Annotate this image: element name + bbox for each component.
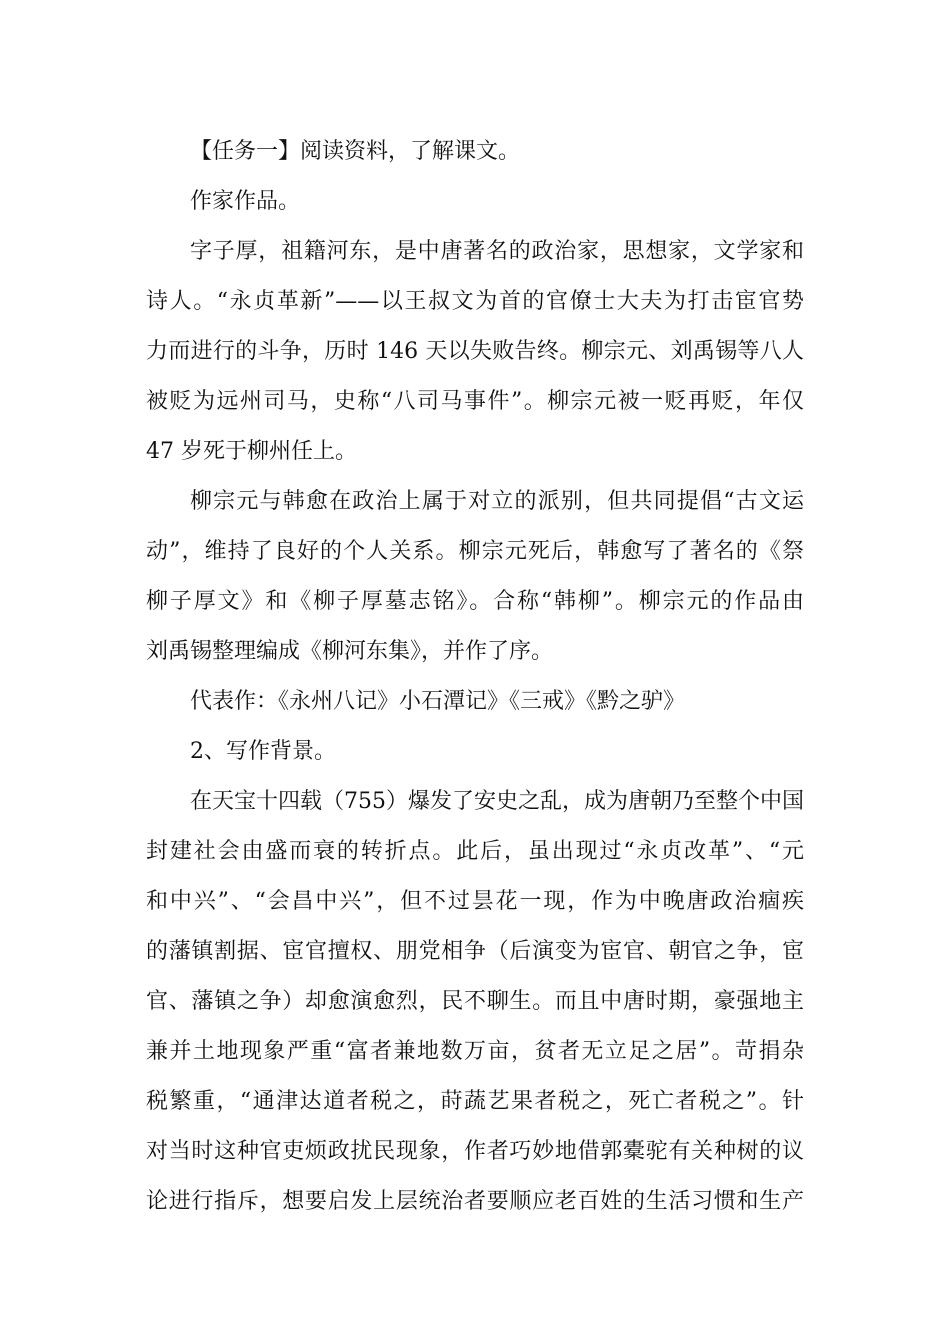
representative-works: 代表作：《永州八记》小石潭记》《三戒》《黔之驴》 bbox=[190, 689, 686, 714]
paragraph-line: 诗人。“永贞革新”——以王叔文为首的官僚士大夫为打击宦官势 bbox=[146, 289, 804, 314]
section-writing-background: 2、写作背景。 bbox=[190, 739, 336, 764]
paragraph-line: 税繁重，“通津达道者税之，莳蔬艺果者税之，死亡者税之”。针 bbox=[146, 1089, 804, 1114]
paragraph-line: 力而进行的斗争，历时 146 天以失败告终。柳宗元、刘禹锡等八人 bbox=[146, 339, 804, 364]
paragraph-line: 被贬为远州司马，史称“八司马事件”。柳宗元被一贬再贬，年仅 bbox=[146, 389, 804, 414]
paragraph-line: 47 岁死于柳州任上。 bbox=[146, 439, 357, 464]
paragraph-line: 对当时这种官吏烦政扰民现象，作者巧妙地借郭橐驼有关种树的议 bbox=[146, 1139, 804, 1164]
paragraph-line: 兼并土地现象严重“富者兼地数万亩，贫者无立足之居”。苛捐杂 bbox=[146, 1039, 804, 1064]
paragraph-line: 字子厚，祖籍河东，是中唐著名的政治家，思想家，文学家和 bbox=[190, 239, 804, 264]
paragraph-line: 柳子厚文》和《柳子厚墓志铭》。合称“韩柳”。柳宗元的作品由 bbox=[146, 589, 804, 614]
paragraph-line: 刘禹锡整理编成《柳河东集》，并作了序。 bbox=[146, 639, 554, 664]
paragraph-line: 的藩镇割据、宦官擅权、朋党相争（后演变为宦官、朝官之争，宦 bbox=[146, 939, 804, 964]
paragraph-line: 和中兴”、“会昌中兴”，但不过昙花一现，作为中晚唐政治痼疾 bbox=[146, 889, 804, 914]
paragraph-line: 在天宝十四载（755）爆发了安史之乱，成为唐朝乃至整个中国 bbox=[190, 789, 804, 814]
paragraph-line: 官、藩镇之争）却愈演愈烈，民不聊生。而且中唐时期，豪强地主 bbox=[146, 989, 804, 1014]
paragraph-line: 柳宗元与韩愈在政治上属于对立的派别，但共同提倡“古文运 bbox=[190, 489, 804, 514]
task-heading: 【任务一】阅读资料，了解课文。 bbox=[190, 139, 521, 164]
paragraph-line: 动”，维持了良好的个人关系。柳宗元死后，韩愈写了著名的《祭 bbox=[146, 539, 804, 564]
paragraph-line: 论进行指斥，想要启发上层统治者要顺应老百姓的生活习惯和生产 bbox=[146, 1189, 804, 1214]
section-author-works: 作家作品。 bbox=[190, 189, 301, 214]
paragraph-line: 封建社会由盛而衰的转折点。此后，虽出现过“永贞改革”、“元 bbox=[146, 839, 804, 864]
